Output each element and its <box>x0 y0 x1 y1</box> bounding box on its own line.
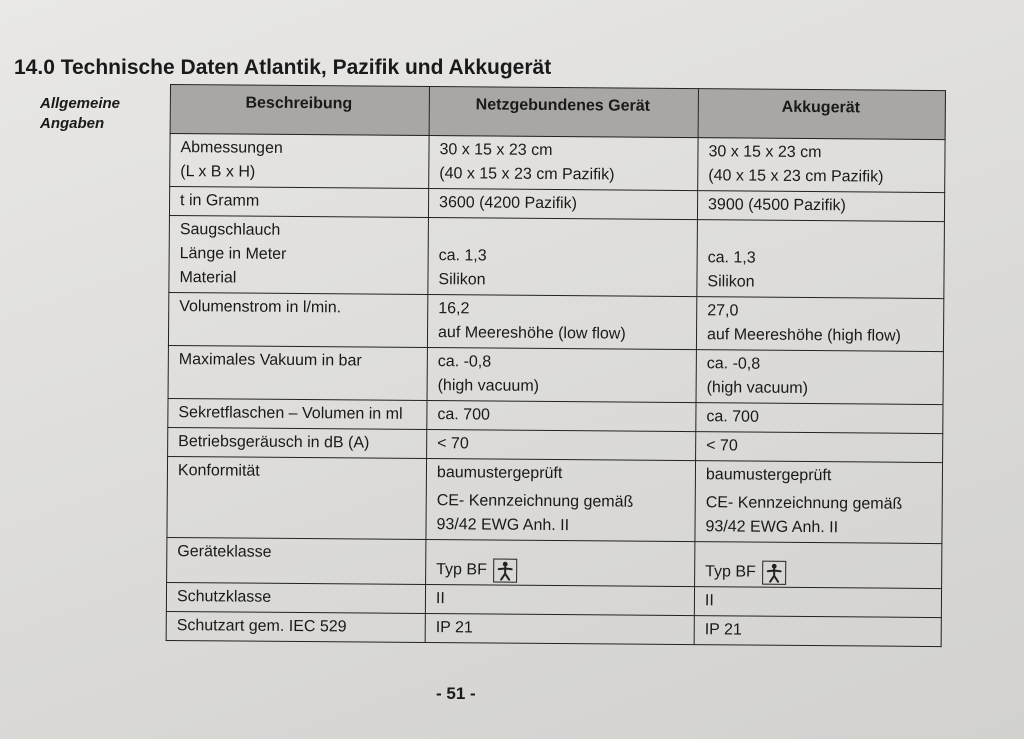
cell-text: (high vacuum) <box>437 377 540 395</box>
cell-netz <box>425 585 694 616</box>
cell-text: Maximales Vakuum in bar <box>178 351 362 370</box>
side-label-line-2: Angaben <box>40 115 105 132</box>
cell-netz <box>428 189 697 220</box>
cell-text: Saugschlauch <box>179 221 281 239</box>
cell-desc <box>167 537 426 584</box>
cell-text: II <box>435 590 445 608</box>
cell-text: Abmessungen <box>180 139 283 157</box>
cell-text: baumustergeprüft <box>705 466 832 485</box>
cell-desc <box>166 582 425 613</box>
cell-netz <box>427 430 696 461</box>
cell-text: (40 x 15 x 23 cm Pazifik) <box>708 167 884 186</box>
cell-text: Volumenstrom in l/min. <box>179 298 342 317</box>
cell-desc <box>168 345 427 400</box>
cell-text: CE- Kennzeichnung gemäß <box>705 494 903 513</box>
cell-text: Konformität <box>177 462 260 480</box>
table-row <box>168 292 943 351</box>
cell-desc <box>169 187 428 218</box>
page-number: - 51 - <box>436 684 476 703</box>
cell-text <box>439 220 685 246</box>
cell-text: 93/42 EWG Anh. II <box>436 516 570 535</box>
cell-netz <box>428 218 698 297</box>
cell-akku <box>694 616 941 647</box>
cell-text: ca. 1,3 <box>438 247 487 265</box>
cell-desc <box>168 398 427 429</box>
table-row <box>166 611 941 646</box>
cell-akku <box>696 403 943 434</box>
cell-text: < 70 <box>706 437 738 455</box>
cell-text: 3900 (4500 Pazifik) <box>708 196 846 215</box>
cell-akku <box>696 297 943 352</box>
cell-text: 27,0 <box>707 302 739 320</box>
cell-text: 16,2 <box>438 300 470 318</box>
header-akkugeraet: Akkugerät <box>698 89 945 140</box>
cell-desc <box>168 427 427 458</box>
bf-person-icon <box>493 559 517 583</box>
table-row <box>169 215 945 298</box>
cell-text: (L x B x H) <box>180 163 256 181</box>
cell-text: Schutzart gem. IEC 529 <box>176 617 347 636</box>
cell-desc <box>169 215 429 294</box>
cell-desc <box>166 611 425 642</box>
cell-netz <box>427 401 696 432</box>
cell-akku <box>697 191 944 222</box>
cell-text: ca. -0,8 <box>437 353 492 371</box>
cell-text: auf Meereshöhe (high flow) <box>706 326 901 345</box>
cell-akku <box>695 542 942 589</box>
bf-classification <box>436 558 517 583</box>
side-label-line-1: Allgemeine <box>40 95 121 112</box>
cell-desc <box>168 292 427 347</box>
cell-text: Geräteklasse <box>177 543 272 561</box>
cell-text: CE- Kennzeichnung gemäß <box>436 492 634 511</box>
table-row <box>167 456 943 543</box>
cell-text <box>708 222 932 248</box>
side-label <box>40 94 120 134</box>
cell-netz <box>426 540 695 587</box>
header-row <box>170 85 945 140</box>
cell-text: 93/42 EWG Anh. II <box>705 518 839 537</box>
cell-text: ca. -0,8 <box>706 355 761 373</box>
cell-text: (40 x 15 x 23 cm Pazifik) <box>439 165 615 184</box>
cell-netz <box>425 614 694 645</box>
cell-text: < 70 <box>437 435 469 453</box>
table-row <box>167 537 942 588</box>
cell-text: Typ BF <box>705 563 756 581</box>
cell-text: ca. 700 <box>706 408 759 426</box>
cell-text: 30 x 15 x 23 cm <box>439 141 553 160</box>
cell-netz <box>427 295 696 350</box>
cell-text: IP 21 <box>704 621 742 639</box>
cell-text: Material <box>179 269 237 287</box>
cell-text: II <box>704 592 714 610</box>
cell-text: 30 x 15 x 23 cm <box>708 143 822 162</box>
cell-akku <box>698 138 945 193</box>
bf-person-icon <box>762 561 786 585</box>
cell-text: Sekretflaschen – Volumen in ml <box>178 404 403 423</box>
bf-classification <box>705 560 786 585</box>
cell-text: (high vacuum) <box>706 379 809 398</box>
cell-text: Schutzklasse <box>176 588 272 606</box>
cell-akku <box>697 220 945 299</box>
cell-text: Länge in Meter <box>179 245 287 263</box>
cell-text: ca. 1,3 <box>707 249 756 267</box>
section-heading: 14.0 Technische Daten Atlantik, Pazifik und Akkugerät <box>14 56 552 79</box>
cell-text: Typ BF <box>436 561 487 579</box>
cell-desc <box>170 134 429 189</box>
table-row <box>170 134 945 193</box>
cell-akku <box>696 432 943 463</box>
cell-text: Betriebsgeräusch in dB (A) <box>178 433 370 452</box>
cell-text: Silikon <box>707 273 755 291</box>
table-row <box>168 345 943 404</box>
specs-table <box>166 84 946 647</box>
cell-text: baumustergeprüft <box>436 464 563 483</box>
cell-text: ca. 700 <box>437 406 490 424</box>
cell-text: Silikon <box>438 271 486 289</box>
cell-netz <box>426 459 696 542</box>
cell-text: 3600 (4200 Pazifik) <box>439 194 577 213</box>
cell-text: t in Gramm <box>180 192 260 210</box>
header-beschreibung: Beschreibung <box>170 85 429 136</box>
cell-desc <box>167 456 427 539</box>
cell-text: IP 21 <box>435 619 473 637</box>
cell-netz <box>429 136 698 191</box>
cell-akku <box>694 587 941 618</box>
cell-text: auf Meereshöhe (low flow) <box>437 324 626 343</box>
cell-netz <box>427 348 696 403</box>
cell-akku <box>695 461 943 544</box>
cell-akku <box>696 350 943 405</box>
header-netzgebunden: Netzgebundenes Gerät <box>429 87 698 138</box>
